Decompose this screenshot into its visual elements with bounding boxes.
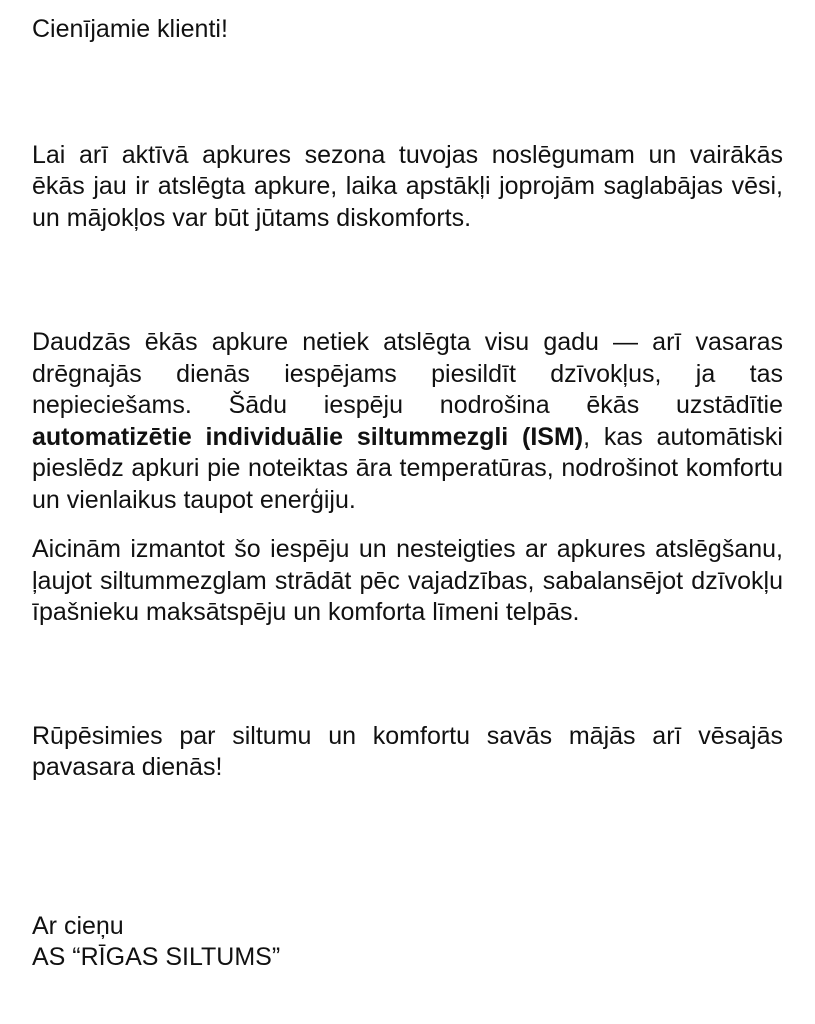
paragraph-invitation: Aicinām izmantot šo iespēju un nesteigties ar apkures atslēgšanu, ļaujot siltummezglam strādāt pēc vajadzības, sabalansējot dzīvokļu īpašnieku maksātspēju un komforta līmeni telpās.: [32, 535, 783, 626]
paragraph-ism-text-end: , kas automātiski pieslēdz apkuri pie noteiktas āra temperatūras, nodrošinot komfortu un vienlaikus taupot enerģiju.: [32, 422, 783, 514]
signature: AS “RĪGAS SILTUMS”: [32, 943, 281, 971]
paragraph-ism-text-start: Daudzās ēkās apkure netiek atslēgta visu gadu — arī vasaras drēgnajās dienās iespējams piesildīt dzīvokļus, ja tas nepieciešams. Šādu iespēju nodrošina ēkās uzstādītie: [32, 328, 783, 419]
closing-phrase: Ar cieņu: [32, 911, 124, 940]
letter-body: [32, 14, 783, 974]
paragraph-heating-season: Lai arī aktīvā apkures sezona tuvojas noslēgumam un vairākās ēkās jau ir atslēgta apkure, laika apstākļi joprojām saglabājas vēsi, un mājokļos var būt jūtams diskomforts.: [32, 140, 783, 232]
paragraph-closing-wish: Rūpēsimies par siltumu un komfortu savās mājās arī vēsajās pavasara dienās!: [32, 721, 783, 781]
salutation: Cienījamie klienti!: [32, 15, 228, 43]
paragraph-ism-bold-term: automatizētie individuālie siltummezgli (ISM): [32, 422, 584, 451]
paragraph-ism: [32, 327, 783, 516]
